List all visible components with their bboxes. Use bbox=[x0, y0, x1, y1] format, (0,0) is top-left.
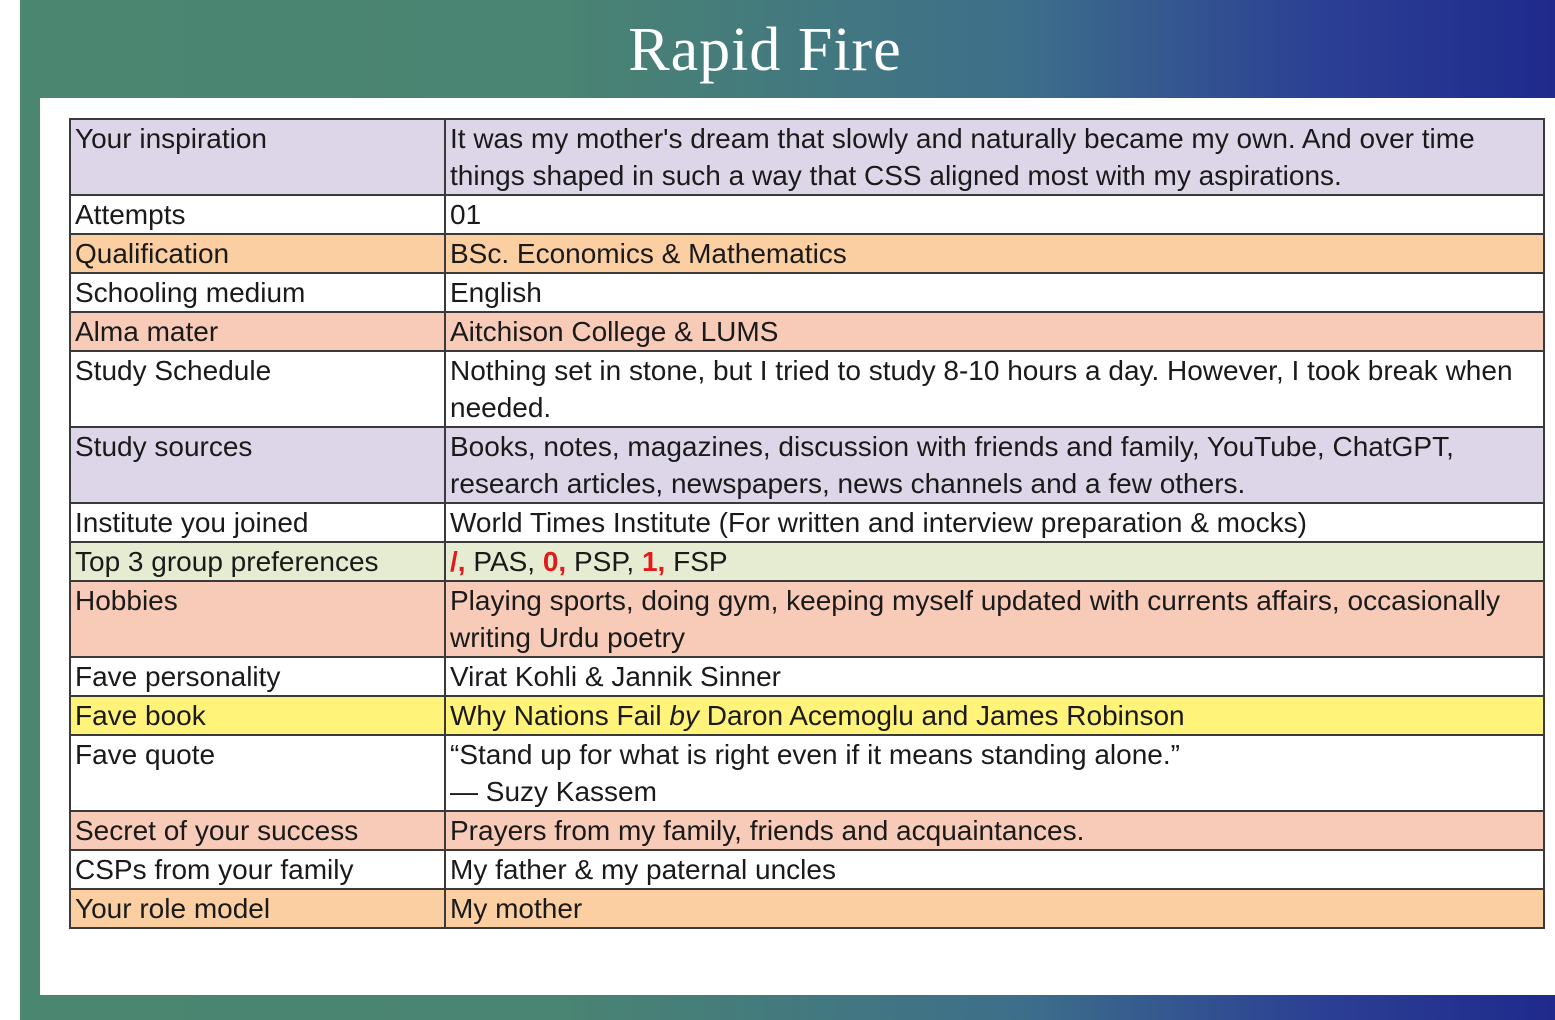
row-label: Fave personality bbox=[70, 657, 445, 696]
row-value: English bbox=[445, 273, 1544, 312]
table-row bbox=[70, 542, 1544, 581]
pref-rank-1: /, bbox=[450, 546, 466, 577]
row-value: Virat Kohli & Jannik Sinner bbox=[445, 657, 1544, 696]
row-label: Secret of your success bbox=[70, 811, 445, 850]
table-row bbox=[70, 850, 1544, 889]
row-label: Your inspiration bbox=[70, 119, 445, 195]
row-label: Hobbies bbox=[70, 581, 445, 657]
row-value: My mother bbox=[445, 889, 1544, 928]
book-by: by bbox=[669, 700, 699, 731]
row-value bbox=[445, 542, 1544, 581]
row-value: BSc. Economics & Mathematics bbox=[445, 234, 1544, 273]
table-row bbox=[70, 351, 1544, 427]
pref-group-1: PAS, bbox=[465, 546, 543, 577]
row-label: Study Schedule bbox=[70, 351, 445, 427]
table-row bbox=[70, 811, 1544, 850]
rapid-fire-table bbox=[69, 118, 1545, 929]
table-row bbox=[70, 581, 1544, 657]
table-row bbox=[70, 696, 1544, 735]
row-label: Fave book bbox=[70, 696, 445, 735]
quote-author: — Suzy Kassem bbox=[450, 776, 657, 807]
row-value bbox=[445, 735, 1544, 811]
book-authors: Daron Acemoglu and James Robinson bbox=[698, 700, 1185, 731]
table-row bbox=[70, 119, 1544, 195]
row-value: Nothing set in stone, but I tried to study 8-10 hours a day. However, I took break when needed. bbox=[445, 351, 1544, 427]
row-value: World Times Institute (For written and interview preparation & mocks) bbox=[445, 503, 1544, 542]
row-value bbox=[445, 696, 1544, 735]
row-label: Top 3 group preferences bbox=[70, 542, 445, 581]
table-row bbox=[70, 503, 1544, 542]
table-row bbox=[70, 312, 1544, 351]
table-row bbox=[70, 234, 1544, 273]
row-label: Institute you joined bbox=[70, 503, 445, 542]
page-title: Rapid Fire bbox=[628, 16, 902, 84]
row-value: My father & my paternal uncles bbox=[445, 850, 1544, 889]
table-row bbox=[70, 735, 1544, 811]
row-label: CSPs from your family bbox=[70, 850, 445, 889]
row-label: Your role model bbox=[70, 889, 445, 928]
content-panel bbox=[40, 98, 1555, 995]
row-label: Fave quote bbox=[70, 735, 445, 811]
row-value: It was my mother's dream that slowly and naturally became my own. And over time things shaped in such a way that CSS aligned most with my aspirations. bbox=[445, 119, 1544, 195]
table-row bbox=[70, 427, 1544, 503]
row-label: Schooling medium bbox=[70, 273, 445, 312]
row-value: Playing sports, doing gym, keeping myself updated with currents affairs, occasionally writing Urdu poetry bbox=[445, 581, 1544, 657]
quote-text: “Stand up for what is right even if it means standing alone.” bbox=[450, 739, 1180, 770]
table-row bbox=[70, 273, 1544, 312]
pref-group-2: PSP, bbox=[566, 546, 642, 577]
row-label: Study sources bbox=[70, 427, 445, 503]
row-value: Books, notes, magazines, discussion with friends and family, YouTube, ChatGPT, research articles, newspapers, news channels and a few others. bbox=[445, 427, 1544, 503]
row-value: Aitchison College & LUMS bbox=[445, 312, 1544, 351]
row-label: Qualification bbox=[70, 234, 445, 273]
row-label: Attempts bbox=[70, 195, 445, 234]
book-title: Why Nations Fail bbox=[450, 700, 670, 731]
table-row bbox=[70, 657, 1544, 696]
row-value: 01 bbox=[445, 195, 1544, 234]
pref-rank-3: 1, bbox=[641, 546, 666, 577]
pref-group-3: FSP bbox=[665, 546, 728, 577]
pref-rank-2: 0, bbox=[542, 546, 567, 577]
banner-frame bbox=[20, 0, 1555, 1020]
row-value: Prayers from my family, friends and acquaintances. bbox=[445, 811, 1544, 850]
table-row bbox=[70, 889, 1544, 928]
table-row bbox=[70, 195, 1544, 234]
row-label: Alma mater bbox=[70, 312, 445, 351]
